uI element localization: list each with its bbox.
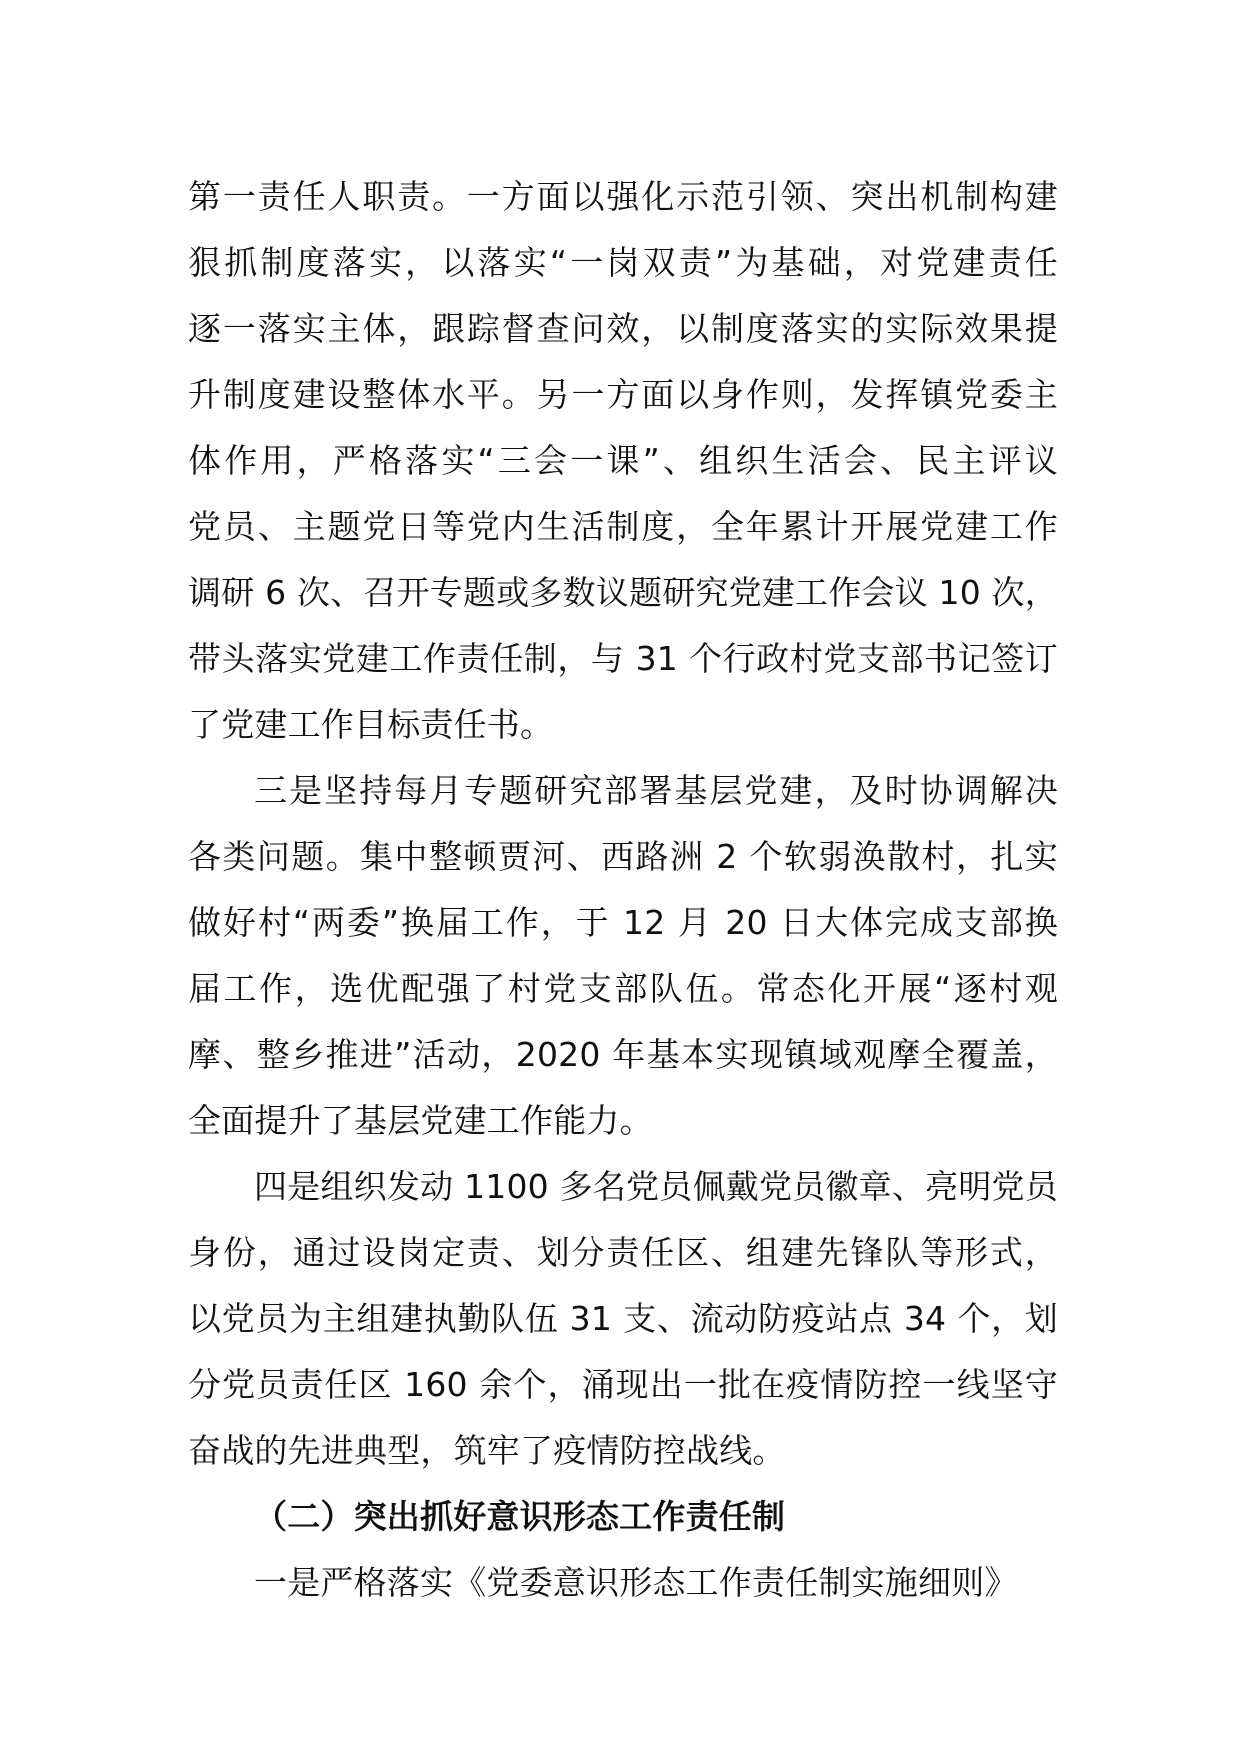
text-line: 四是组织发动 1100 多名党员佩戴党员徽章、亮明党员: [254, 1167, 1058, 1206]
text-line: 身份，通过设岗定责、划分责任区、组建先锋队等形式，: [188, 1233, 1058, 1272]
text-line: 了党建工作目标责任书。: [188, 705, 554, 744]
text-line: 各类问题。集中整顿贾河、西路洲 2 个软弱涣散村，扎实: [188, 837, 1058, 876]
text-line: 摩、整乡推进”活动，2020 年基本实现镇域观摩全覆盖，: [188, 1035, 1058, 1074]
paragraph: [188, 758, 1058, 1154]
text-line: 逐一落实主体，跟踪督查问效，以制度落实的实际效果提: [188, 309, 1058, 348]
text-line: 党员、主题党日等党内生活制度，全年累计开展党建工作: [188, 507, 1058, 546]
text-line: 分党员责任区 160 余个，涌现出一批在疫情防控一线坚守: [188, 1365, 1058, 1404]
text-line: 奋战的先进典型，筑牢了疫情防控战线。: [188, 1431, 786, 1470]
text-line: 三是坚持每月专题研究部署基层党建，及时协调解决: [254, 771, 1058, 810]
paragraph: [188, 1154, 1058, 1484]
paragraph: [188, 164, 1058, 758]
text-line: 全面提升了基层党建工作能力。: [188, 1101, 653, 1140]
section-heading: [188, 1484, 1058, 1550]
text-line: 升制度建设整体水平。另一方面以身作则，发挥镇党委主: [188, 375, 1058, 414]
text-line: 做好村“两委”换届工作，于 12 月 20 日大体完成支部换: [188, 903, 1058, 942]
text-line: 第一责任人职责。一方面以强化示范引领、突出机制构建: [188, 177, 1058, 216]
document-body: [188, 164, 1058, 1616]
section-heading-text: （二）突出抓好意识形态工作责任制: [254, 1497, 786, 1536]
text-line: 狠抓制度落实，以落实“一岗双责”为基础，对党建责任: [188, 243, 1058, 282]
paragraph: [188, 1550, 1058, 1616]
text-line: 带头落实党建工作责任制，与 31 个行政村党支部书记签订: [188, 639, 1058, 678]
text-line: 以党员为主组建执勤队伍 31 支、流动防疫站点 34 个，划: [188, 1299, 1058, 1338]
text-line: 调研 6 次、召开专题或多数议题研究党建工作会议 10 次，: [188, 573, 1058, 612]
text-line: 一是严格落实《党委意识形态工作责任制实施细则》: [254, 1563, 1018, 1602]
text-line: 届工作，选优配强了村党支部队伍。常态化开展“逐村观: [188, 969, 1058, 1008]
text-line: 体作用，严格落实“三会一课”、组织生活会、民主评议: [188, 441, 1058, 480]
